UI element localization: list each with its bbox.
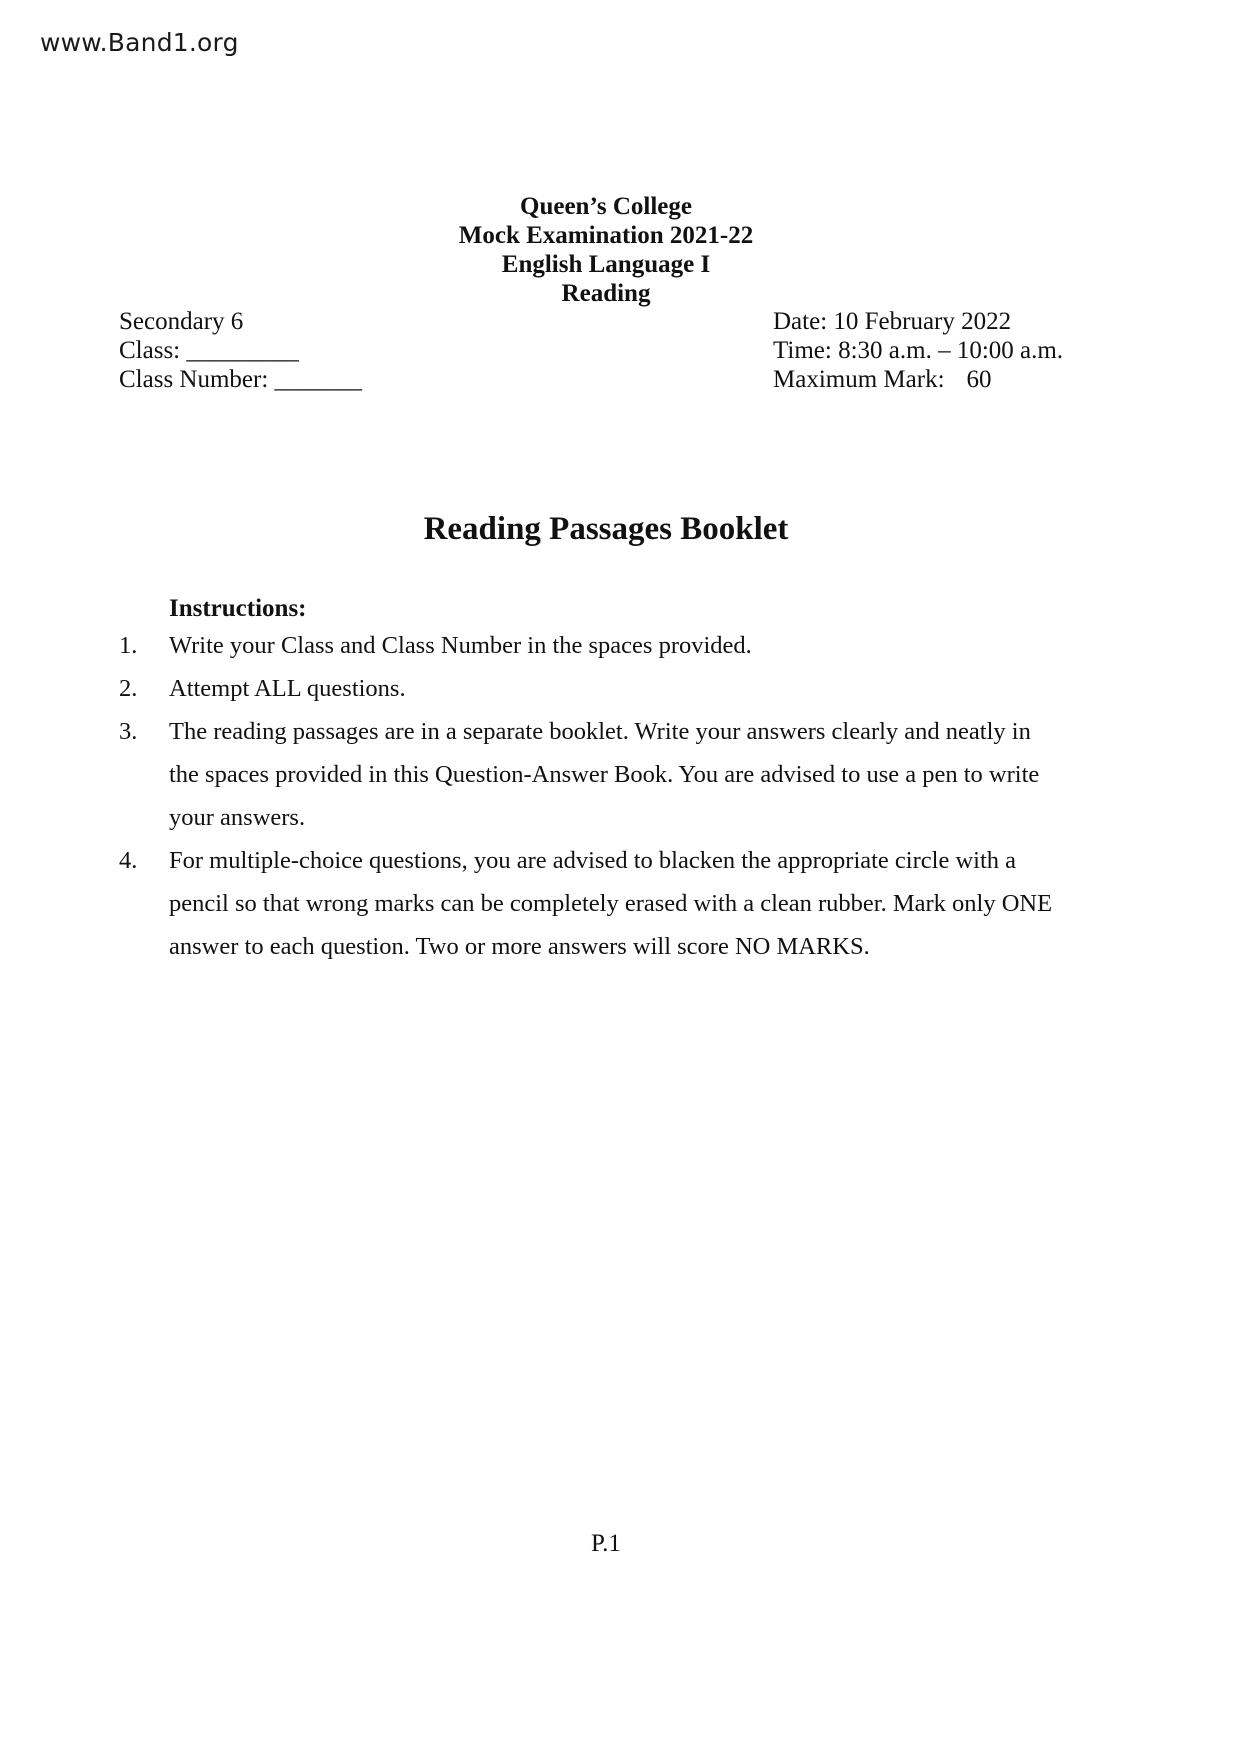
instruction-list — [0, 624, 1240, 968]
exam-date: Date: 10 February 2022 — [773, 308, 1012, 335]
instruction-item — [0, 710, 1240, 839]
subject-name: English Language I — [501, 251, 711, 278]
instruction-line: answer to each question. Two or more answers will score NO MARKS. — [169, 933, 870, 960]
instructions-heading: Instructions: — [169, 595, 307, 622]
instruction-number: 2. — [119, 675, 138, 702]
class-field: Class: _________ — [119, 337, 299, 364]
instruction-line: Write your Class and Class Number in the spaces provided. — [169, 632, 752, 659]
maximum-mark — [773, 365, 1063, 394]
exam-name: Mock Examination 2021-22 — [458, 222, 754, 249]
exam-time: Time: 8:30 a.m. – 10:00 a.m. — [773, 337, 1064, 364]
instruction-line: pencil so that wrong marks can be completely erased with a clean rubber. Mark only ONE — [169, 890, 1053, 917]
school-name: Queen’s College — [520, 193, 692, 220]
maximum-mark-value: 60 — [966, 366, 992, 393]
exam-info — [773, 307, 1063, 394]
instruction-item — [0, 624, 1240, 667]
level-label: Secondary 6 — [119, 308, 244, 335]
instruction-number: 3. — [119, 718, 138, 745]
class-number-field: Class Number: _______ — [119, 366, 363, 393]
instruction-number: 1. — [119, 632, 138, 659]
paper-name: Reading — [561, 280, 651, 307]
maximum-mark-label: Maximum Mark: — [773, 366, 945, 393]
instruction-item — [0, 667, 1240, 710]
instruction-number: 4. — [119, 847, 138, 874]
booklet-title: Reading Passages Booklet — [423, 511, 789, 547]
instruction-line: The reading passages are in a separate booklet. Write your answers clearly and neatly in — [169, 718, 1031, 745]
watermark-url: www.Band1.org — [40, 28, 239, 57]
instruction-line: For multiple-choice questions, you are advised to blacken the appropriate circle with a — [169, 847, 1017, 874]
instruction-line: your answers. — [169, 804, 306, 831]
instruction-line: the spaces provided in this Question-Answer Book. You are advised to use a pen to write — [169, 761, 1040, 788]
page-number: P.1 — [591, 1530, 621, 1557]
instruction-item — [0, 839, 1240, 968]
candidate-info — [119, 307, 362, 394]
exam-title-block — [0, 192, 1212, 308]
instruction-line: Attempt ALL questions. — [169, 675, 406, 702]
